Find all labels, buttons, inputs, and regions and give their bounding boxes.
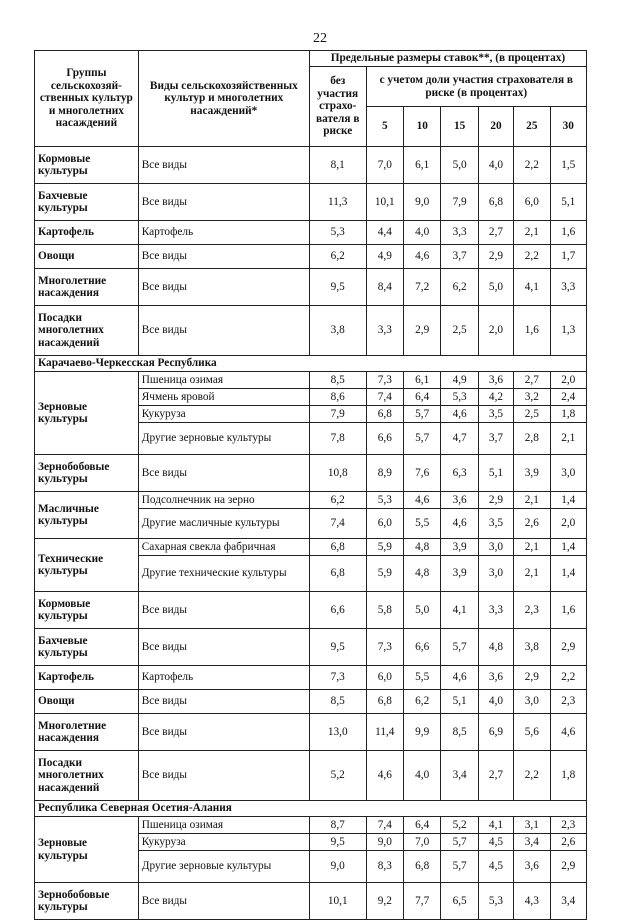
rate-with-share: 5,7 [441,629,478,666]
crop-group-name: Масличные культуры [35,492,139,539]
rate-with-share: 5,7 [441,834,478,851]
crop-type: Кукуруза [138,406,309,423]
rate-with-share: 5,7 [404,423,441,455]
rate-with-share: 6,0 [514,184,550,221]
crop-group-name: Бахчевые культуры [35,629,139,666]
page-number: 22 [313,31,327,46]
rate-with-share: 6,8 [478,184,513,221]
table-row [35,269,587,306]
crop-type: Другие зерновые культуры [138,851,309,883]
rate-no-share: 8,7 [309,817,366,834]
rate-with-share: 5,0 [441,147,478,184]
rate-with-share: 5,8 [366,592,403,629]
rate-with-share: 7,3 [366,372,403,389]
crop-type: Картофель [138,221,309,245]
crop-group-name: Кормовые культуры [35,592,139,629]
table-row [35,714,587,751]
rate-with-share: 2,6 [514,509,550,539]
header-share: 20 [478,107,513,147]
rate-with-share: 8,3 [366,851,403,883]
table-row [35,883,587,920]
rate-with-share: 7,0 [404,834,441,851]
rate-no-share: 9,0 [309,851,366,883]
crop-type: Все виды [138,269,309,306]
rate-with-share: 1,8 [550,406,587,423]
rate-with-share: 4,6 [441,666,478,690]
table-row [35,666,587,690]
crop-type: Пшеница озимая [138,817,309,834]
rate-with-share: 1,5 [550,147,587,184]
rate-with-share: 7,6 [404,455,441,492]
header-with-share: с учетом доли участия страхователя в риске (в процентах) [366,67,586,107]
rate-with-share: 1,7 [550,245,587,269]
header-rate-limits: Предельные размеры ставок**, (в процентах) [309,51,586,67]
rate-with-share: 1,4 [550,556,587,592]
rate-with-share: 2,7 [514,372,550,389]
table-row [35,539,587,556]
rate-with-share: 4,5 [478,851,513,883]
rate-with-share: 3,6 [478,666,513,690]
rate-with-share: 4,8 [404,539,441,556]
rate-with-share: 5,5 [404,666,441,690]
rate-with-share: 3,5 [478,509,513,539]
crop-group-name: Зерновые культуры [35,817,139,883]
rate-with-share: 3,8 [514,629,550,666]
crop-type: Все виды [138,690,309,714]
crop-type: Все виды [138,245,309,269]
rate-with-share: 2,9 [514,666,550,690]
rate-with-share: 8,5 [441,714,478,751]
rate-with-share: 7,4 [366,389,403,406]
rate-no-share: 6,8 [309,539,366,556]
rate-no-share: 10,1 [309,883,366,920]
rate-with-share: 6,9 [478,714,513,751]
rate-no-share: 13,0 [309,714,366,751]
rate-with-share: 3,4 [441,751,478,801]
rate-with-share: 6,6 [404,629,441,666]
crop-type: Все виды [138,714,309,751]
table-row [35,306,587,356]
crop-type: Все виды [138,147,309,184]
region-name: Карачаево-Черкесская Республика [35,356,587,372]
rate-with-share: 5,7 [404,406,441,423]
rate-with-share: 3,3 [478,592,513,629]
rate-with-share: 4,3 [514,883,550,920]
rate-with-share: 1,6 [514,306,550,356]
rate-with-share: 2,9 [550,629,587,666]
rate-no-share: 8,1 [309,147,366,184]
rate-with-share: 5,9 [366,539,403,556]
crop-type: Все виды [138,629,309,666]
table-row [35,817,587,834]
rate-with-share: 5,5 [404,509,441,539]
crop-type: Подсолнечник на зерно [138,492,309,509]
rate-no-share: 10,8 [309,455,366,492]
table-row [35,690,587,714]
rate-with-share: 6,4 [404,817,441,834]
table-row [35,372,587,389]
crop-type: Пшеница озимая [138,372,309,389]
rate-with-share: 5,1 [478,455,513,492]
rate-with-share: 3,9 [441,539,478,556]
rate-with-share: 2,2 [514,751,550,801]
rate-with-share: 3,0 [550,455,587,492]
rate-no-share: 6,8 [309,556,366,592]
rate-no-share: 8,5 [309,690,366,714]
rate-with-share: 2,0 [550,372,587,389]
rate-with-share: 5,2 [441,817,478,834]
rate-with-share: 3,6 [478,372,513,389]
rate-no-share: 6,6 [309,592,366,629]
rate-with-share: 6,6 [366,423,403,455]
rate-with-share: 4,8 [404,556,441,592]
rate-with-share: 7,0 [366,147,403,184]
crop-group-name: Овощи [35,690,139,714]
crop-group-name: Зернобобовые культуры [35,455,139,492]
crop-group-name: Зерновые культуры [35,372,139,455]
rate-with-share: 4,5 [478,834,513,851]
crop-group-name: Зернобобовые культуры [35,883,139,920]
rate-with-share: 2,6 [550,834,587,851]
crop-type: Все виды [138,184,309,221]
region-row [35,801,587,817]
rate-with-share: 6,0 [366,509,403,539]
rate-with-share: 2,1 [514,492,550,509]
rate-with-share: 5,7 [441,851,478,883]
rate-with-share: 3,3 [366,306,403,356]
rate-with-share: 2,1 [550,423,587,455]
rate-with-share: 6,4 [404,389,441,406]
rate-with-share: 4,4 [366,221,403,245]
rate-with-share: 4,6 [441,509,478,539]
rate-with-share: 2,1 [514,556,550,592]
rate-with-share: 5,1 [550,184,587,221]
header-no-share: без участия страхо-вателя в риске [309,67,366,147]
header-crop-types: Виды сельскохозяйственных культур и многолетних насаждений* [138,51,309,147]
rate-with-share: 6,1 [404,372,441,389]
rate-with-share: 7,4 [366,817,403,834]
rate-with-share: 5,3 [478,883,513,920]
rate-with-share: 1,3 [550,306,587,356]
rate-with-share: 5,3 [366,492,403,509]
rate-with-share: 2,1 [514,221,550,245]
region-row [35,356,587,372]
rate-no-share: 6,2 [309,245,366,269]
rate-with-share: 1,6 [550,221,587,245]
table-row [35,751,587,801]
table-row [35,184,587,221]
rate-with-share: 3,6 [514,851,550,883]
rate-with-share: 4,1 [514,269,550,306]
rate-with-share: 2,4 [550,389,587,406]
table-row [35,455,587,492]
rate-with-share: 4,1 [441,592,478,629]
rate-no-share: 9,5 [309,629,366,666]
crop-group-name: Овощи [35,245,139,269]
rate-with-share: 8,4 [366,269,403,306]
rate-with-share: 5,0 [478,269,513,306]
crop-type: Другие технические культуры [138,556,309,592]
rate-with-share: 2,0 [478,306,513,356]
rate-with-share: 4,0 [478,690,513,714]
header-share: 10 [404,107,441,147]
rate-with-share: 6,8 [404,851,441,883]
rate-with-share: 8,9 [366,455,403,492]
insurance-rates-table [34,50,587,920]
rate-with-share: 3,5 [478,406,513,423]
rate-with-share: 4,6 [550,714,587,751]
rate-with-share: 5,1 [441,690,478,714]
table-row [35,492,587,509]
header-share: 5 [366,107,403,147]
rate-with-share: 9,9 [404,714,441,751]
rate-with-share: 4,7 [441,423,478,455]
rate-no-share: 5,3 [309,221,366,245]
rate-no-share: 9,5 [309,834,366,851]
rate-with-share: 4,6 [404,492,441,509]
rate-with-share: 2,2 [514,147,550,184]
rate-no-share: 6,2 [309,492,366,509]
rate-no-share: 9,5 [309,269,366,306]
rate-with-share: 9,2 [366,883,403,920]
rate-with-share: 3,9 [514,455,550,492]
rate-with-share: 5,6 [514,714,550,751]
crop-type: Другие зерновые культуры [138,423,309,455]
rate-with-share: 6,1 [404,147,441,184]
rate-with-share: 2,9 [550,851,587,883]
rate-with-share: 6,3 [441,455,478,492]
rate-with-share: 2,7 [478,751,513,801]
crop-group-name: Технические культуры [35,539,139,592]
rate-no-share: 8,6 [309,389,366,406]
crop-group-name: Картофель [35,221,139,245]
rate-with-share: 4,6 [404,245,441,269]
rate-with-share: 4,2 [478,389,513,406]
table-row [35,629,587,666]
rate-with-share: 3,4 [550,883,587,920]
header-share: 15 [441,107,478,147]
rate-with-share: 7,7 [404,883,441,920]
rate-no-share: 11,3 [309,184,366,221]
rate-with-share: 3,7 [441,245,478,269]
rate-with-share: 2,3 [514,592,550,629]
rate-with-share: 1,4 [550,492,587,509]
rate-with-share: 9,0 [404,184,441,221]
rate-with-share: 1,6 [550,592,587,629]
crop-type: Другие масличные культуры [138,509,309,539]
crop-type: Ячмень яровой [138,389,309,406]
rate-with-share: 4,6 [366,751,403,801]
rate-with-share: 2,9 [404,306,441,356]
rate-with-share: 3,0 [478,556,513,592]
rate-with-share: 4,0 [478,147,513,184]
rate-with-share: 6,2 [441,269,478,306]
rate-no-share: 7,4 [309,509,366,539]
rate-with-share: 2,9 [478,492,513,509]
rate-with-share: 6,5 [441,883,478,920]
crop-type: Все виды [138,883,309,920]
rate-with-share: 7,2 [404,269,441,306]
crop-group-name: Кормовые культуры [35,147,139,184]
table-row [35,147,587,184]
crop-type: Кукуруза [138,834,309,851]
crop-type: Все виды [138,306,309,356]
rate-with-share: 4,6 [441,406,478,423]
table-row [35,592,587,629]
crop-group-name: Картофель [35,666,139,690]
rate-with-share: 1,4 [550,539,587,556]
rate-with-share: 3,3 [441,221,478,245]
rate-no-share: 5,2 [309,751,366,801]
rate-with-share: 6,8 [366,690,403,714]
rate-no-share: 7,3 [309,666,366,690]
rate-with-share: 4,1 [478,817,513,834]
rate-with-share: 3,4 [514,834,550,851]
rate-with-share: 2,8 [514,423,550,455]
crop-type: Все виды [138,751,309,801]
rate-with-share: 2,2 [514,245,550,269]
rate-with-share: 3,0 [478,539,513,556]
rate-with-share: 5,9 [366,556,403,592]
crop-group-name: Многолетние насаждения [35,714,139,751]
rate-with-share: 4,9 [441,372,478,389]
crop-type: Все виды [138,455,309,492]
rate-with-share: 7,9 [441,184,478,221]
rate-with-share: 11,4 [366,714,403,751]
rate-with-share: 2,5 [514,406,550,423]
rate-with-share: 5,0 [404,592,441,629]
rate-with-share: 3,3 [550,269,587,306]
crop-group-name: Посадки многолетних насаждений [35,306,139,356]
rate-no-share: 3,8 [309,306,366,356]
rate-with-share: 2,3 [550,690,587,714]
rate-with-share: 3,6 [441,492,478,509]
header-crop-groups: Группы сельскохозяй-ственных культур и многолетних насаждений [35,51,139,147]
rate-with-share: 6,8 [366,406,403,423]
table-row [35,245,587,269]
rate-with-share: 2,0 [550,509,587,539]
rate-with-share: 4,9 [366,245,403,269]
rate-with-share: 3,7 [478,423,513,455]
crop-type: Сахарная свекла фабричная [138,539,309,556]
rate-with-share: 6,2 [404,690,441,714]
rate-with-share: 2,1 [514,539,550,556]
rate-with-share: 7,3 [366,629,403,666]
crop-type: Картофель [138,666,309,690]
rate-no-share: 8,5 [309,372,366,389]
rate-with-share: 9,0 [366,834,403,851]
rate-with-share: 4,8 [478,629,513,666]
rate-with-share: 6,0 [366,666,403,690]
crop-group-name: Многолетние насаждения [35,269,139,306]
crop-type: Все виды [138,592,309,629]
rate-with-share: 3,0 [514,690,550,714]
region-name: Республика Северная Осетия-Алания [35,801,587,817]
header-share: 25 [514,107,550,147]
rate-with-share: 3,9 [441,556,478,592]
rate-with-share: 5,3 [441,389,478,406]
rate-with-share: 2,7 [478,221,513,245]
rate-with-share: 2,9 [478,245,513,269]
crop-group-name: Посадки многолетних насаждений [35,751,139,801]
rate-with-share: 3,2 [514,389,550,406]
rate-with-share: 1,8 [550,751,587,801]
rate-with-share: 2,2 [550,666,587,690]
rate-with-share: 4,0 [404,221,441,245]
rate-with-share: 2,3 [550,817,587,834]
rate-no-share: 7,9 [309,406,366,423]
table-row [35,221,587,245]
crop-group-name: Бахчевые культуры [35,184,139,221]
rate-with-share: 2,5 [441,306,478,356]
table-body [35,147,587,920]
rate-no-share: 7,8 [309,423,366,455]
rate-with-share: 4,0 [404,751,441,801]
rate-with-share: 3,1 [514,817,550,834]
rate-with-share: 10,1 [366,184,403,221]
header-share: 30 [550,107,587,147]
